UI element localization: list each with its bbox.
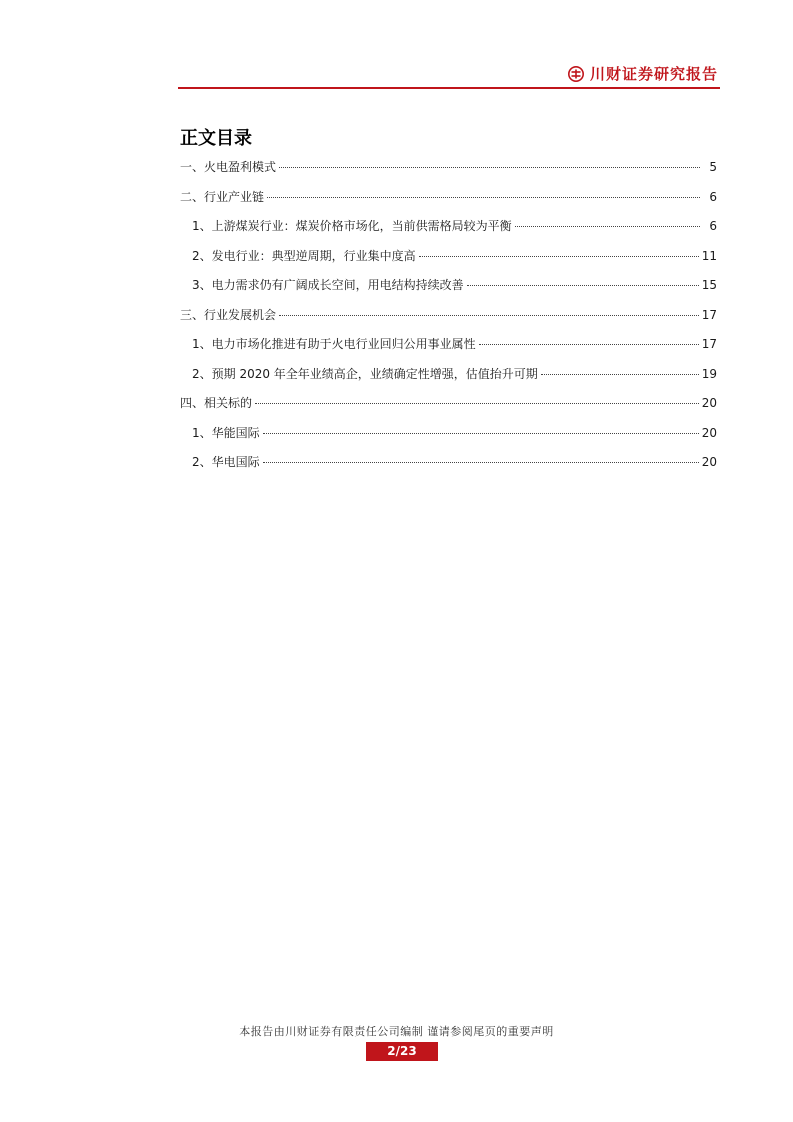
toc-entry-page: 20 — [701, 396, 717, 410]
toc-leader — [263, 433, 699, 434]
footer-disclaimer: 本报告由川财证券有限责任公司编制 谨请参阅尾页的重要声明 — [239, 1025, 554, 1038]
toc-leader — [479, 344, 699, 345]
toc-leader — [267, 197, 700, 198]
toc-leader — [255, 403, 699, 404]
toc-entry[interactable] — [180, 423, 717, 453]
toc-entry-text: 2、发电行业：典型逆周期，行业集中度高 — [192, 248, 416, 263]
toc-entry-text: 1、电力市场化推进有助于火电行业回归公用事业属性 — [192, 337, 476, 351]
toc-leader — [515, 226, 700, 227]
toc-leader — [541, 374, 699, 375]
table-of-contents — [180, 157, 717, 482]
toc-entry[interactable] — [180, 275, 717, 305]
toc-entry[interactable] — [180, 305, 717, 335]
toc-leader — [467, 285, 699, 286]
toc-entry[interactable] — [180, 246, 717, 276]
toc-entry[interactable] — [180, 452, 717, 482]
toc-leader — [279, 315, 699, 316]
brand-name: 川财证券研究报告 — [589, 65, 718, 83]
toc-entry-text: 四、相关标的 — [180, 396, 253, 410]
toc-entry-page: 15 — [701, 278, 717, 292]
toc-entry-text: 2、预期 2020 年全年业绩高企，业绩确定性增强，估值抬升可期 — [192, 366, 538, 381]
toc-entry[interactable] — [180, 364, 717, 394]
toc-entry-page: 17 — [701, 337, 717, 351]
toc-entry-text: 3、电力需求仍有广阔成长空间，用电结构持续改善 — [192, 278, 464, 292]
page-number-badge: 2/23 — [366, 1042, 438, 1061]
toc-entry[interactable] — [180, 187, 717, 217]
brand — [568, 64, 718, 84]
header-rule — [178, 87, 720, 89]
page-header — [178, 64, 720, 88]
toc-entry-text: 2、华电国际 — [192, 455, 260, 469]
toc-entry-text: 二、行业产业链 — [180, 189, 265, 204]
toc-entry-text: 1、上游煤炭行业：煤炭价格市场化，当前供需格局较为平衡 — [192, 219, 512, 233]
toc-entry-page: 6 — [709, 189, 717, 204]
toc-entry-page: 17 — [701, 307, 717, 322]
toc-entry[interactable] — [180, 216, 717, 246]
toc-leader — [279, 167, 700, 168]
toc-title: 正文目录 — [180, 128, 252, 149]
toc-entry-page: 20 — [701, 425, 717, 440]
toc-entry-text: 一、火电盈利模式 — [180, 160, 277, 174]
toc-entry[interactable] — [180, 393, 717, 423]
toc-entry-page: 11 — [701, 248, 717, 263]
toc-entry[interactable] — [180, 157, 717, 187]
toc-leader — [419, 256, 699, 257]
toc-leader — [263, 462, 699, 463]
toc-entry-text: 三、行业发展机会 — [180, 307, 277, 322]
toc-entry-text: 1、华能国际 — [192, 425, 260, 440]
chuancai-logo-icon — [568, 66, 584, 82]
toc-entry-page: 5 — [709, 160, 717, 174]
toc-entry-page: 19 — [701, 366, 717, 381]
toc-entry-page: 6 — [709, 219, 717, 233]
toc-entry-page: 20 — [701, 455, 717, 469]
toc-entry[interactable] — [180, 334, 717, 364]
